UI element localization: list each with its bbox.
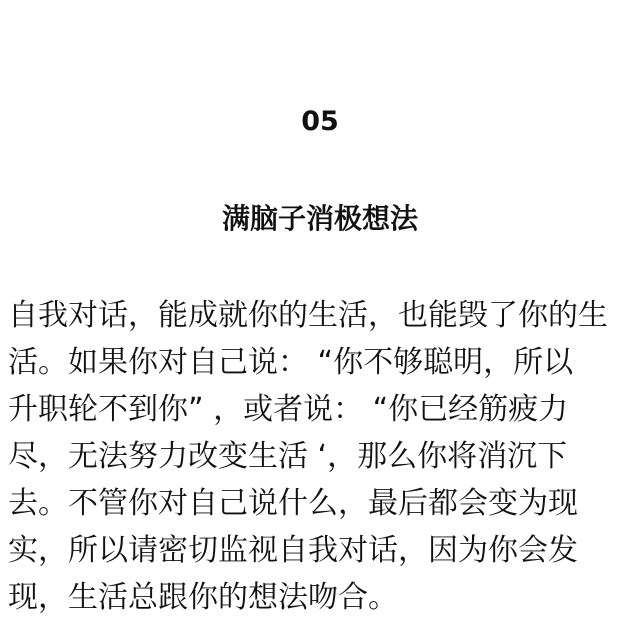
paragraph-line: 自我对话，能成就你的生活，也能毁了你的生: [8, 298, 608, 333]
paragraph-line: 去。不管你对自己说什么，最后都会变为现: [8, 486, 578, 521]
section-title: 满脑子消极想法: [221, 202, 418, 235]
paragraph-line: 尽，无法努力改变生活 ‘，那么你将消沉下: [8, 439, 568, 474]
paragraph-line: 实，所以请密切监视自我对话，因为你会发: [8, 533, 578, 568]
paragraph-line: 活。如果你对自己说： “你不够聪明，所以: [8, 345, 574, 380]
section-number: 05: [301, 106, 339, 137]
body-paragraph: [8, 292, 632, 621]
paragraph-line: 升职轮不到你” ，或者说： “你已经筋疲力: [8, 392, 569, 427]
paragraph-line: 现，生活总跟你的想法吻合。: [8, 580, 398, 615]
